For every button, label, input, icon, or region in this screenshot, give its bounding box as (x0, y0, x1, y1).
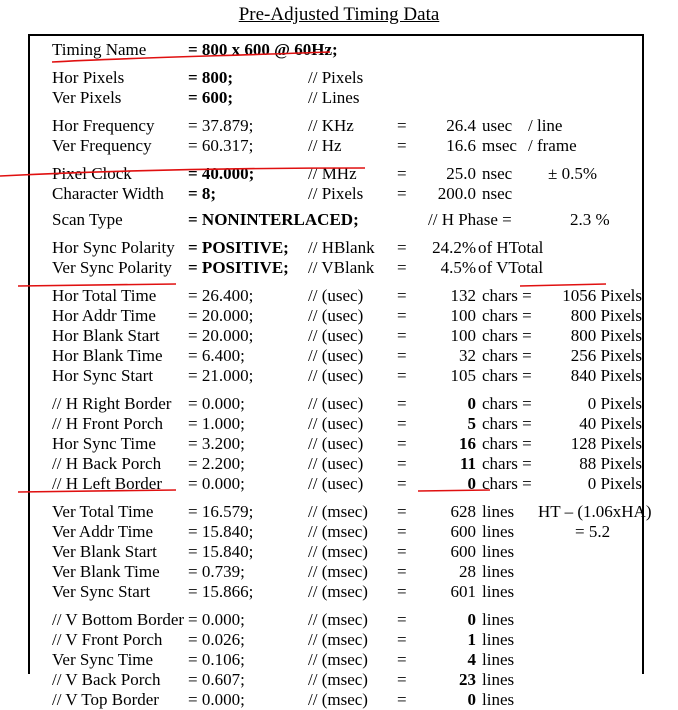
row-equals: = (397, 306, 407, 325)
row-unit: // (usec) (308, 434, 364, 453)
table-row (30, 434, 642, 454)
row-number: 601 (450, 582, 476, 601)
row-name: Scan Type (52, 210, 123, 229)
table-row (30, 562, 642, 582)
row-result: = 5.2 (575, 522, 611, 541)
row-value: = 60.317; (188, 136, 254, 155)
row-equals: // H Phase = (428, 210, 512, 229)
row-value: = NONINTERLACED; (188, 210, 359, 229)
row-number: 628 (450, 502, 476, 521)
row-equals: = (397, 184, 407, 203)
timing-table (28, 34, 652, 709)
row-equals: = (397, 502, 407, 521)
row-equals: = (397, 690, 407, 709)
row-value: = 1.000; (188, 414, 245, 433)
row-unit: // (usec) (308, 326, 364, 345)
row-value: = 20.000; (188, 306, 254, 325)
row-name: Hor Total Time (52, 286, 157, 305)
row-label: usec (482, 116, 513, 135)
row-name: Hor Blank Time (52, 346, 163, 365)
row-number: 100 (450, 326, 476, 345)
table-row (30, 88, 642, 108)
row-unit: // KHz (308, 116, 354, 135)
row-equals: = (397, 542, 407, 561)
row-number: 0 (467, 690, 476, 709)
row-number: 28 (459, 562, 476, 581)
row-unit: // (usec) (308, 366, 364, 385)
row-name: Hor Frequency (52, 116, 155, 135)
row-unit: // (msec) (308, 610, 368, 629)
row-label: nsec (482, 164, 513, 183)
row-label: lines (482, 582, 515, 601)
row-value: = 16.579; (188, 502, 254, 521)
table-row (30, 238, 642, 258)
row-value: = 800 x 600 @ 60Hz; (188, 40, 338, 59)
row-label: chars = (482, 434, 532, 453)
row-result: / line (528, 116, 563, 135)
row-unit: // MHz (308, 164, 357, 183)
row-label: lines (482, 610, 515, 629)
row-unit: // (msec) (308, 650, 368, 669)
table-row (30, 394, 642, 414)
row-number: 32 (459, 346, 476, 365)
row-number: 600 (450, 522, 476, 541)
table-row (30, 610, 642, 630)
row-value: = POSITIVE; (188, 238, 289, 257)
row-name: // V Back Porch (52, 670, 161, 689)
row-equals: = (397, 164, 407, 183)
row-label: chars = (482, 414, 532, 433)
row-label: chars = (482, 366, 532, 385)
row-label: chars = (482, 346, 532, 365)
row-name: Hor Sync Time (52, 434, 156, 453)
row-name: Ver Blank Time (52, 562, 160, 581)
row-result: 88 Pixels (579, 454, 642, 473)
row-label: chars = (482, 474, 532, 493)
table-row (30, 306, 642, 326)
row-label: nsec (482, 184, 513, 203)
row-unit: // (msec) (308, 690, 368, 709)
row-name: Ver Blank Start (52, 542, 157, 561)
row-name: // V Bottom Border (52, 610, 185, 629)
row-name: Ver Sync Start (52, 582, 151, 601)
row-equals: = (397, 366, 407, 385)
row-label: lines (482, 502, 515, 521)
row-result: HT – (1.06xHA) (538, 502, 652, 521)
row-value: = 0.000; (188, 474, 245, 493)
row-name: // H Front Porch (52, 414, 163, 433)
row-number: 1 (467, 630, 476, 649)
row-label: lines (482, 542, 515, 561)
table-row (30, 258, 642, 278)
table-row (30, 164, 642, 184)
row-value: = 8; (188, 184, 217, 203)
row-name: Hor Blank Start (52, 326, 160, 345)
row-value: = 0.026; (188, 630, 245, 649)
row-label: chars = (482, 326, 532, 345)
row-value: = 26.400; (188, 286, 254, 305)
row-number: 11 (459, 454, 476, 473)
row-label: lines (482, 522, 515, 541)
row-value: = 0.607; (188, 670, 245, 689)
table-row (30, 326, 642, 346)
row-unit: // (msec) (308, 582, 368, 601)
row-name: Hor Pixels (52, 68, 125, 87)
row-name: // H Back Porch (52, 454, 162, 473)
table-row (30, 40, 642, 60)
row-equals: = (397, 610, 407, 629)
row-name: Ver Total Time (52, 502, 154, 521)
row-value: = 6.400; (188, 346, 245, 365)
row-value: = 0.739; (188, 562, 245, 581)
row-unit: // (usec) (308, 454, 364, 473)
row-value: = 20.000; (188, 326, 254, 345)
row-value: = 15.840; (188, 522, 254, 541)
table-row (30, 690, 642, 710)
row-number: 16.6 (446, 136, 476, 155)
row-unit: // HBlank (308, 238, 375, 257)
table-row (30, 582, 642, 602)
row-unit: // (msec) (308, 630, 368, 649)
row-unit: // (usec) (308, 414, 364, 433)
row-name: Hor Sync Polarity (52, 238, 175, 257)
row-equals: = (397, 474, 407, 493)
row-unit: // Pixels (308, 68, 364, 87)
row-name: // V Top Border (52, 690, 159, 709)
row-name: Ver Addr Time (52, 522, 154, 541)
row-name: Timing Name (52, 40, 147, 59)
row-equals: = (397, 434, 407, 453)
row-name: Character Width (52, 184, 164, 203)
row-number: 25.0 (446, 164, 476, 183)
table-row (30, 454, 642, 474)
row-name: Pixel Clock (52, 164, 132, 183)
row-number: 4 (467, 650, 476, 669)
row-result: 0 Pixels (587, 474, 642, 493)
row-unit: // VBlank (308, 258, 375, 277)
row-label: chars = (482, 286, 532, 305)
row-unit: // Pixels (308, 184, 364, 203)
row-unit: // (msec) (308, 522, 368, 541)
row-equals: = (397, 562, 407, 581)
row-unit: // (msec) (308, 542, 368, 561)
row-unit: // (usec) (308, 286, 364, 305)
table-row (30, 184, 642, 204)
row-label: lines (482, 650, 515, 669)
row-name: // H Right Border (52, 394, 172, 413)
row-equals: = (397, 630, 407, 649)
row-name: Ver Frequency (52, 136, 152, 155)
row-value: = 21.000; (188, 366, 254, 385)
row-equals: = (397, 258, 407, 277)
table-row (30, 650, 642, 670)
table-row (30, 210, 642, 230)
row-value: = 0.000; (188, 394, 245, 413)
row-name: // V Front Porch (52, 630, 163, 649)
row-result: 1056 Pixels (562, 286, 642, 305)
row-unit: // (usec) (308, 346, 364, 365)
row-unit: // Lines (308, 88, 360, 107)
row-equals: = (397, 116, 407, 135)
table-row (30, 474, 642, 494)
row-number: 0 (467, 394, 476, 413)
row-result: 2.3 % (570, 210, 610, 229)
row-name: Hor Addr Time (52, 306, 156, 325)
row-equals: = (397, 454, 407, 473)
row-label: msec (482, 136, 517, 155)
row-equals: = (397, 650, 407, 669)
row-unit: // (usec) (308, 474, 364, 493)
row-value: = 0.000; (188, 690, 245, 709)
row-equals: = (397, 670, 407, 689)
row-number: 24.2% (432, 238, 476, 257)
row-name: Hor Sync Start (52, 366, 154, 385)
row-unit: // (msec) (308, 502, 368, 521)
row-value: = POSITIVE; (188, 258, 289, 277)
row-number: 0 (467, 610, 476, 629)
row-value: = 15.840; (188, 542, 254, 561)
row-value: = 37.879; (188, 116, 254, 135)
table-row (30, 630, 642, 650)
row-result: 128 Pixels (570, 434, 642, 453)
row-value: = 3.200; (188, 434, 245, 453)
row-result: / frame (528, 136, 577, 155)
row-result: 800 Pixels (570, 326, 642, 345)
row-label: lines (482, 690, 515, 709)
row-value: = 800; (188, 68, 234, 87)
table-row (30, 414, 642, 434)
row-result: ± 0.5% (548, 164, 597, 183)
row-equals: = (397, 238, 407, 257)
row-unit: // (msec) (308, 670, 368, 689)
table-row (30, 286, 642, 306)
row-result: 840 Pixels (570, 366, 642, 385)
row-value: = 2.200; (188, 454, 245, 473)
table-row (30, 670, 642, 690)
page-title: Pre-Adjusted Timing Data (238, 4, 440, 25)
row-number: 200.0 (437, 184, 476, 203)
row-label: lines (482, 670, 515, 689)
row-equals: = (397, 394, 407, 413)
table-row (30, 136, 642, 156)
row-name: // H Left Border (52, 474, 162, 493)
row-name: Ver Pixels (52, 88, 122, 107)
row-label: of HTotal (478, 238, 544, 257)
table-row (30, 68, 642, 88)
row-label: chars = (482, 306, 532, 325)
table-row (30, 346, 642, 366)
row-result: 800 Pixels (570, 306, 642, 325)
table-row (30, 522, 642, 542)
table-row (30, 366, 642, 386)
row-value: = 0.106; (188, 650, 245, 669)
row-value: = 40.000; (188, 164, 255, 183)
row-name: Ver Sync Time (52, 650, 154, 669)
row-unit: // Hz (308, 136, 342, 155)
row-equals: = (397, 414, 407, 433)
row-number: 0 (467, 474, 476, 493)
row-number: 132 (450, 286, 476, 305)
row-unit: // (usec) (308, 306, 364, 325)
row-value: = 0.000; (188, 610, 245, 629)
row-number: 600 (450, 542, 476, 561)
row-label: lines (482, 562, 515, 581)
row-unit: // (msec) (308, 562, 368, 581)
row-equals: = (397, 346, 407, 365)
row-number: 105 (450, 366, 476, 385)
row-equals: = (397, 582, 407, 601)
table-row (30, 542, 642, 562)
row-number: 26.4 (446, 116, 476, 135)
row-number: 16 (459, 434, 476, 453)
row-label: chars = (482, 454, 532, 473)
row-equals: = (397, 326, 407, 345)
row-unit: // (usec) (308, 394, 364, 413)
row-equals: = (397, 286, 407, 305)
row-number: 5 (467, 414, 476, 433)
row-number: 100 (450, 306, 476, 325)
row-result: 256 Pixels (570, 346, 642, 365)
row-label: lines (482, 630, 515, 649)
row-label: chars = (482, 394, 532, 413)
table-row (30, 116, 642, 136)
row-equals: = (397, 136, 407, 155)
row-result: 0 Pixels (587, 394, 642, 413)
row-number: 23 (459, 670, 476, 689)
row-equals: = (397, 522, 407, 541)
row-value: = 15.866; (188, 582, 254, 601)
row-number: 4.5% (440, 258, 476, 277)
row-name: Ver Sync Polarity (52, 258, 172, 277)
row-result: 40 Pixels (579, 414, 642, 433)
row-value: = 600; (188, 88, 234, 107)
table-row (30, 502, 652, 522)
row-label: of VTotal (478, 258, 544, 277)
